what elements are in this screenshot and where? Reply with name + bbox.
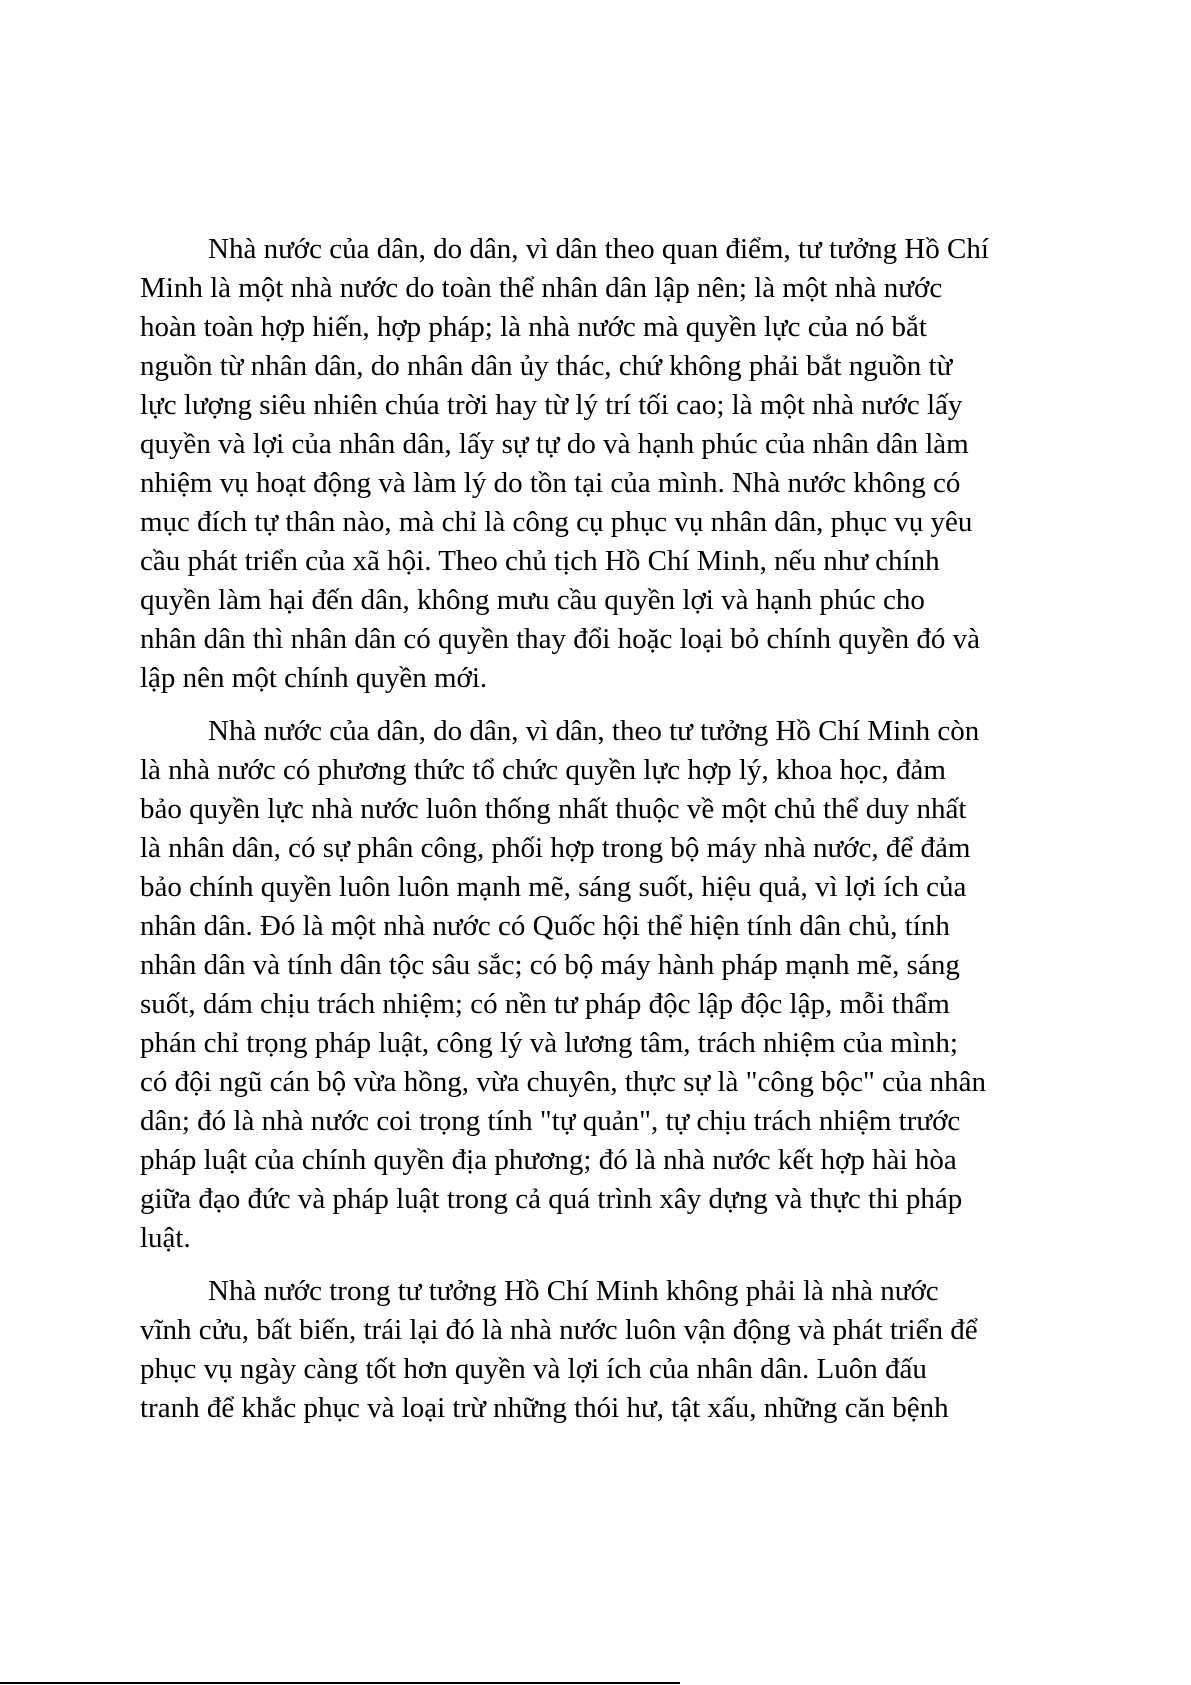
text-line: nhân dân. Đó là một nhà nước có Quốc hội thể hiện tính dân chủ, tính (140, 910, 950, 942)
text-line: nguồn từ nhân dân, do nhân dân ủy thác, chứ không phải bắt nguồn từ (140, 350, 953, 382)
paragraph-spacer (140, 698, 1020, 712)
text-line: phục vụ ngày càng tốt hơn quyền và lợi ích của nhân dân. Luôn đấu (140, 1353, 927, 1385)
paragraph-1 (140, 230, 1020, 698)
text-line: Nhà nước trong tư tưởng Hồ Chí Minh không phải là nhà nước (208, 1275, 939, 1307)
text-line: dân; đó là nhà nước coi trọng tính "tự quản", tự chịu trách nhiệm trước (140, 1105, 961, 1137)
text-line: mục đích tự thân nào, mà chỉ là công cụ phục vụ nhân dân, phục vụ yêu (140, 506, 973, 538)
text-line: Minh là một nhà nước do toàn thể nhân dân lập nên; là một nhà nước (140, 272, 943, 304)
text-line: quyền và lợi của nhân dân, lấy sự tự do và hạnh phúc của nhân dân làm (140, 428, 969, 460)
text-line: nhân dân thì nhân dân có quyền thay đổi hoặc loại bỏ chính quyền đó và (140, 623, 980, 655)
paragraph-2 (140, 712, 1020, 1258)
text-line: là nhân dân, có sự phân công, phối hợp trong bộ máy nhà nước, để đảm (140, 832, 971, 864)
paragraph-3 (140, 1272, 1020, 1428)
text-line: phán chỉ trọng pháp luật, công lý và lương tâm, trách nhiệm của mình; (140, 1027, 958, 1059)
text-line: lập nên một chính quyền mới. (140, 662, 488, 694)
text-line: vĩnh cửu, bất biến, trái lại đó là nhà nước luôn vận động và phát triển để (140, 1314, 978, 1346)
text-line: Nhà nước của dân, do dân, vì dân, theo tư tưởng Hồ Chí Minh còn (208, 715, 980, 747)
text-line: bảo chính quyền luôn luôn mạnh mẽ, sáng suốt, hiệu quả, vì lợi ích của (140, 871, 967, 903)
text-line: Nhà nước của dân, do dân, vì dân theo quan điểm, tư tưởng Hồ Chí (208, 233, 989, 265)
text-line: luật. (140, 1222, 191, 1254)
text-line: quyền làm hại đến dân, không mưu cầu quyền lợi và hạnh phúc cho (140, 584, 925, 616)
document-body (140, 230, 1020, 1428)
text-line: pháp luật của chính quyền địa phương; đó là nhà nước kết hợp hài hòa (140, 1144, 957, 1176)
text-line: tranh để khắc phục và loại trừ những thói hư, tật xấu, những căn bệnh (140, 1392, 949, 1424)
text-line: có đội ngũ cán bộ vừa hồng, vừa chuyên, thực sự là "công bộc" của nhân (140, 1066, 986, 1098)
text-line: cầu phát triển của xã hội. Theo chủ tịch Hồ Chí Minh, nếu như chính (140, 545, 940, 577)
paragraph-spacer (140, 1258, 1020, 1272)
text-line: suốt, dám chịu trách nhiệm; có nền tư pháp độc lập độc lập, mỗi thẩm (140, 988, 950, 1020)
text-line: nhiệm vụ hoạt động và làm lý do tồn tại của mình. Nhà nước không có (140, 467, 961, 499)
text-line: là nhà nước có phương thức tổ chức quyền lực hợp lý, khoa học, đảm (140, 754, 946, 786)
text-line: nhân dân và tính dân tộc sâu sắc; có bộ máy hành pháp mạnh mẽ, sáng (140, 949, 960, 981)
footer-divider (0, 1682, 680, 1684)
text-line: bảo quyền lực nhà nước luôn thống nhất thuộc về một chủ thể duy nhất (140, 793, 967, 825)
text-line: giữa đạo đức và pháp luật trong cả quá trình xây dựng và thực thi pháp (140, 1183, 963, 1215)
text-line: hoàn toàn hợp hiến, hợp pháp; là nhà nước mà quyền lực của nó bắt (140, 311, 927, 343)
text-line: lực lượng siêu nhiên chúa trời hay từ lý trí tối cao; là một nhà nước lấy (140, 389, 963, 421)
